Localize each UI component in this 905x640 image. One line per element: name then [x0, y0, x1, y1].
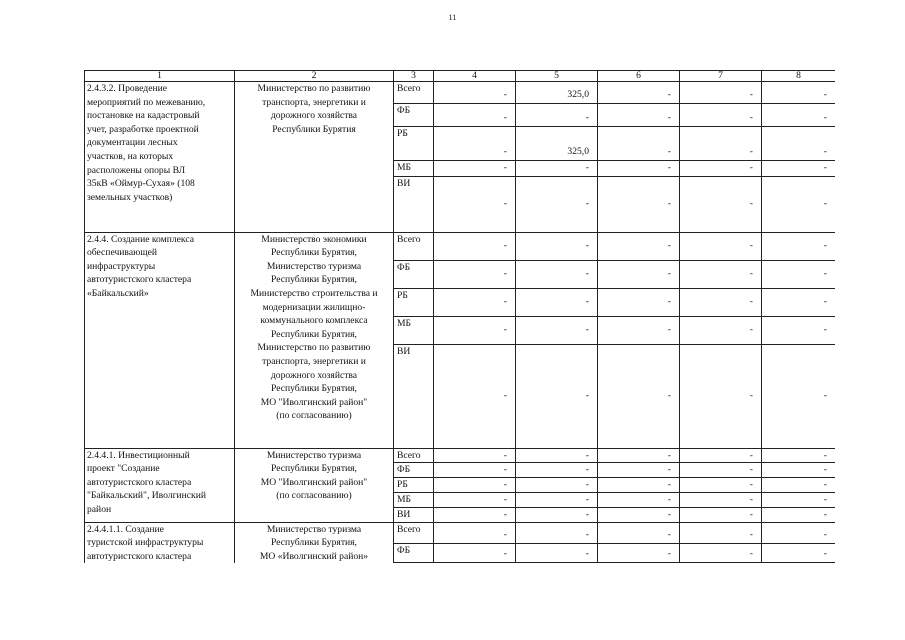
- funding-source-cell: ВИ: [394, 507, 434, 522]
- amount-cell: -: [434, 176, 516, 232]
- amount-cell: -: [516, 260, 598, 288]
- budget-table-container: [84, 70, 835, 563]
- funding-source-cell: ФБ: [394, 104, 434, 127]
- amount-cell: -: [598, 344, 680, 448]
- executor-line: коммунального комплекса: [260, 315, 368, 327]
- amount-cell: -: [516, 543, 598, 562]
- executor-line: Министерство по развитию: [257, 342, 371, 354]
- amount-cell: -: [434, 288, 516, 316]
- amount-cell: [598, 562, 680, 563]
- amount-cell: [680, 562, 762, 563]
- amount-cell: -: [762, 344, 836, 448]
- page-number: 11: [448, 13, 457, 22]
- amount-cell: -: [762, 288, 836, 316]
- header-cell: 7: [680, 71, 762, 82]
- amount-cell: -: [434, 104, 516, 127]
- amount-cell: -: [762, 316, 836, 344]
- amount-cell: -: [680, 344, 762, 448]
- header-cell: 5: [516, 71, 598, 82]
- amount-cell: -: [762, 127, 836, 161]
- executor-line: Министерство туризма: [266, 260, 362, 272]
- amount-cell: -: [762, 478, 836, 493]
- measure-name-line: документации лесных: [87, 137, 178, 149]
- amount-cell: -: [680, 478, 762, 493]
- amount-cell: -: [598, 161, 680, 177]
- amount-cell: -: [516, 507, 598, 522]
- funding-source-cell: Всего: [394, 232, 434, 260]
- funding-source-cell: ФБ: [394, 260, 434, 288]
- measure-name-line: "Байкальский", Иволгинский: [87, 490, 206, 502]
- amount-cell: -: [598, 176, 680, 232]
- measure-name-line: учет, разработке проектной: [87, 123, 199, 135]
- measure-name-line: земельных участков): [87, 191, 173, 203]
- funding-source-cell: МБ: [394, 161, 434, 177]
- measure-name-line: район: [87, 503, 112, 515]
- funding-source-cell: РБ: [394, 478, 434, 493]
- measure-name-cell: [85, 522, 235, 563]
- executor-line: модернизации жилищно-: [262, 301, 366, 313]
- amount-cell: -: [434, 507, 516, 522]
- executor-line: (по согласованию): [276, 410, 352, 422]
- measure-name-line: мероприятий по межеванию,: [87, 96, 206, 108]
- amount-cell: -: [516, 288, 598, 316]
- executor-line: Республики Бурятия,: [271, 247, 357, 259]
- funding-source-cell: ФБ: [394, 543, 434, 562]
- measure-name-cell: [85, 82, 235, 233]
- table-row: [85, 232, 836, 260]
- executor-cell: [235, 522, 394, 563]
- header-cell: 6: [598, 71, 680, 82]
- funding-source-cell: МБ: [394, 316, 434, 344]
- amount-cell: -: [434, 478, 516, 493]
- executor-line: Республики Бурятия,: [271, 463, 357, 475]
- funding-source-cell: ФБ: [394, 463, 434, 478]
- table-row: [85, 448, 836, 463]
- executor-line: Министерство строительства и: [250, 287, 378, 299]
- amount-cell: -: [762, 492, 836, 507]
- amount-cell: -: [598, 104, 680, 127]
- amount-cell: -: [516, 522, 598, 543]
- amount-cell: -: [598, 543, 680, 562]
- executor-line: (по согласованию): [276, 490, 352, 502]
- executor-cell: [235, 232, 394, 448]
- budget-table: [84, 70, 835, 563]
- amount-cell: [516, 562, 598, 563]
- amount-cell: -: [598, 127, 680, 161]
- measure-name-line: проект "Создание: [87, 463, 160, 475]
- amount-cell: -: [762, 232, 836, 260]
- measure-name-line: инфраструктуры: [87, 260, 156, 272]
- amount-cell: -: [598, 82, 680, 104]
- measure-name-line: «Байкальский»: [87, 287, 149, 299]
- measure-name-cell: [85, 448, 235, 522]
- amount-cell: -: [680, 82, 762, 104]
- funding-source-cell: Всего: [394, 82, 434, 104]
- amount-cell: -: [598, 507, 680, 522]
- executor-line: дорожного хозяйства: [270, 369, 358, 381]
- amount-cell: -: [680, 507, 762, 522]
- amount-cell: -: [680, 260, 762, 288]
- executor-line: МО "Иволгинский район": [260, 396, 368, 408]
- amount-cell: -: [598, 478, 680, 493]
- funding-source-cell: ВИ: [394, 344, 434, 448]
- amount-cell: -: [680, 176, 762, 232]
- executor-cell: [235, 448, 394, 522]
- header-cell: 2: [235, 71, 394, 82]
- amount-cell: 325,0: [516, 127, 598, 161]
- measure-name-line: обеспечивающей: [87, 247, 158, 259]
- measure-name-line: автотуристского кластера: [87, 274, 192, 286]
- measure-name-line: участков, на которых: [87, 150, 174, 162]
- header-cell: 8: [762, 71, 836, 82]
- executor-line: Республики Бурятия,: [271, 274, 357, 286]
- amount-cell: -: [680, 463, 762, 478]
- measure-name-line: автотуристского кластера: [87, 550, 192, 562]
- amount-cell: 325,0: [516, 82, 598, 104]
- table-body: [85, 82, 836, 564]
- funding-source-cell: РБ: [394, 127, 434, 161]
- amount-cell: -: [598, 260, 680, 288]
- amount-cell: -: [680, 104, 762, 127]
- amount-cell: -: [434, 127, 516, 161]
- measure-name-line: расположены опоры ВЛ: [87, 164, 186, 176]
- measure-name-line: постановке на кадастровый: [87, 110, 200, 122]
- amount-cell: -: [762, 104, 836, 127]
- amount-cell: -: [762, 522, 836, 543]
- table-row: [85, 82, 836, 104]
- header-cell: 3: [394, 71, 434, 82]
- measure-name-line: 2.4.4.1.1. Создание: [87, 523, 164, 535]
- amount-cell: -: [680, 232, 762, 260]
- amount-cell: -: [762, 82, 836, 104]
- funding-source-cell: [394, 562, 434, 563]
- executor-line: МО "Иволгинский район": [260, 476, 368, 488]
- amount-cell: -: [516, 492, 598, 507]
- amount-cell: -: [762, 448, 836, 463]
- amount-cell: -: [598, 463, 680, 478]
- amount-cell: -: [680, 492, 762, 507]
- amount-cell: -: [762, 463, 836, 478]
- header-cell: 4: [434, 71, 516, 82]
- amount-cell: -: [434, 344, 516, 448]
- amount-cell: -: [762, 260, 836, 288]
- executor-line: Республики Бурятия,: [271, 537, 357, 549]
- amount-cell: -: [434, 82, 516, 104]
- amount-cell: -: [680, 127, 762, 161]
- amount-cell: -: [516, 344, 598, 448]
- amount-cell: [762, 562, 836, 563]
- amount-cell: -: [434, 463, 516, 478]
- amount-cell: -: [598, 288, 680, 316]
- amount-cell: -: [434, 522, 516, 543]
- amount-cell: -: [516, 478, 598, 493]
- amount-cell: -: [434, 316, 516, 344]
- header-row: [85, 71, 836, 82]
- executor-line: МО «Иволгинский район»: [259, 550, 369, 562]
- amount-cell: -: [516, 161, 598, 177]
- amount-cell: -: [680, 543, 762, 562]
- amount-cell: -: [762, 543, 836, 562]
- executor-line: Министерство туризма: [266, 449, 362, 461]
- measure-name-line: 2.4.4. Создание комплекса: [87, 233, 194, 245]
- amount-cell: [434, 562, 516, 563]
- executor-cell: [235, 82, 394, 233]
- measure-name-line: 2.4.4.1. Инвестиционный: [87, 449, 190, 461]
- amount-cell: -: [762, 176, 836, 232]
- funding-source-cell: ВИ: [394, 176, 434, 232]
- executor-line: транспорта, энергетики и: [262, 96, 366, 108]
- executor-line: Республики Бурятия: [272, 123, 356, 135]
- executor-line: дорожного хозяйства: [270, 110, 358, 122]
- header-cell: 1: [85, 71, 235, 82]
- amount-cell: -: [598, 492, 680, 507]
- amount-cell: -: [762, 161, 836, 177]
- amount-cell: -: [434, 161, 516, 177]
- amount-cell: -: [516, 104, 598, 127]
- amount-cell: -: [598, 448, 680, 463]
- measure-name-line: 35кВ «Оймур-Сухая» (108: [87, 178, 195, 190]
- executor-line: транспорта, энергетики и: [262, 355, 366, 367]
- amount-cell: -: [516, 176, 598, 232]
- amount-cell: -: [680, 161, 762, 177]
- amount-cell: -: [516, 448, 598, 463]
- amount-cell: -: [516, 232, 598, 260]
- funding-source-cell: Всего: [394, 522, 434, 543]
- executor-line: Министерство туризма: [266, 523, 362, 535]
- measure-name-line: туристской инфраструктуры: [87, 537, 204, 549]
- amount-cell: -: [680, 316, 762, 344]
- amount-cell: -: [680, 448, 762, 463]
- funding-source-cell: РБ: [394, 288, 434, 316]
- amount-cell: -: [434, 448, 516, 463]
- amount-cell: -: [434, 492, 516, 507]
- funding-source-cell: МБ: [394, 492, 434, 507]
- executor-line: Министерство экономики: [261, 233, 367, 245]
- amount-cell: -: [434, 543, 516, 562]
- amount-cell: -: [516, 463, 598, 478]
- amount-cell: -: [434, 232, 516, 260]
- measure-name-line: автотуристского кластера: [87, 476, 192, 488]
- measure-name-line: 2.4.3.2. Проведение: [87, 83, 167, 94]
- amount-cell: -: [680, 288, 762, 316]
- table-row: [85, 522, 836, 543]
- executor-line: Министерство по развитию: [257, 83, 371, 94]
- amount-cell: -: [516, 316, 598, 344]
- amount-cell: -: [762, 507, 836, 522]
- amount-cell: -: [680, 522, 762, 543]
- amount-cell: -: [434, 260, 516, 288]
- executor-line: Республики Бурятия,: [271, 383, 357, 395]
- funding-source-cell: Всего: [394, 448, 434, 463]
- executor-line: Республики Бурятия,: [271, 328, 357, 340]
- amount-cell: -: [598, 316, 680, 344]
- measure-name-cell: [85, 232, 235, 448]
- amount-cell: -: [598, 522, 680, 543]
- amount-cell: -: [598, 232, 680, 260]
